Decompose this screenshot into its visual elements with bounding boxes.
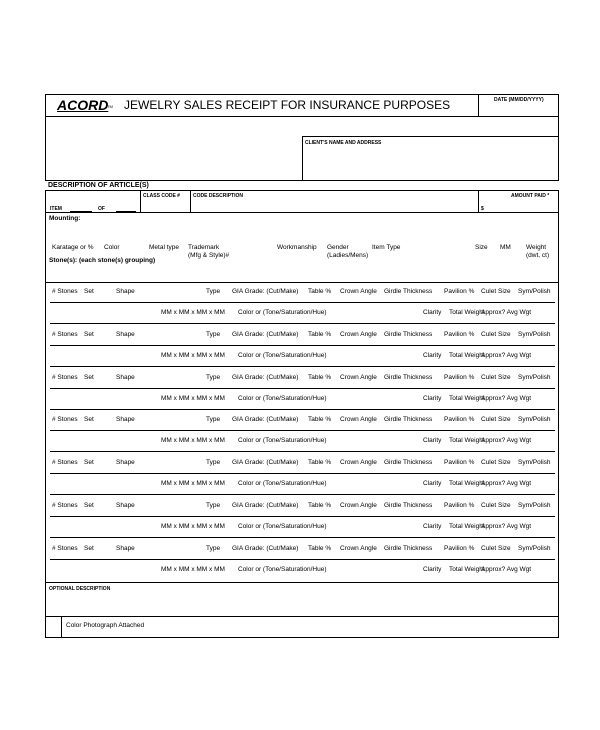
set-label: Set: [84, 374, 94, 381]
pavilion-label: Pavilion %: [444, 331, 475, 338]
sym-polish-label: Sym/Polish: [518, 416, 551, 423]
optional-description-label: OPTIONAL DESCRIPTION: [49, 586, 111, 592]
clarity-label: Clarity: [423, 395, 442, 402]
girdle-thickness-label: Girdle Thickness: [384, 288, 433, 295]
stone-field-line[interactable]: [50, 388, 555, 389]
gia-grade-label: GIA Grade: (Cut/Make): [232, 288, 299, 295]
crown-angle-label: Crown Angle: [340, 374, 377, 381]
total-weight-label: Total Weight: [449, 309, 485, 316]
date-label: DATE (MM/DD/YYYY): [494, 97, 544, 103]
pavilion-label: Pavilion %: [444, 288, 475, 295]
acord-logo: ACORD: [57, 97, 109, 113]
type-label: Type: [206, 288, 221, 295]
set-label: Set: [84, 288, 94, 295]
pavilion-label: Pavilion %: [444, 502, 475, 509]
page-title: JEWELRY SALES RECEIPT FOR INSURANCE PURPOSES: [124, 98, 451, 112]
class-code-divider: [140, 190, 141, 213]
clarity-label: Clarity: [423, 437, 442, 444]
culet-size-label: Culet Size: [481, 459, 511, 466]
type-label: Type: [206, 459, 221, 466]
crown-angle-label: Crown Angle: [340, 331, 377, 338]
stone-field-line[interactable]: [50, 473, 555, 474]
type-label: Type: [206, 331, 221, 338]
color-tone-label: Color or (Tone/Saturation/Hue): [238, 523, 327, 530]
approx-avg-wgt-label: Approx? Avg Wgt: [481, 395, 532, 402]
shape-label: Shape: [116, 545, 135, 552]
approx-avg-wgt-label: Approx? Avg Wgt: [481, 437, 532, 444]
crown-angle-label: Crown Angle: [340, 545, 377, 552]
photo-label: Color Photograph Attached: [66, 622, 145, 629]
total-weight-label: Total Weight: [449, 437, 485, 444]
set-label: Set: [84, 331, 94, 338]
color-tone-label: Color or (Tone/Saturation/Hue): [238, 309, 327, 316]
workmanship-label: Workmanship: [277, 244, 317, 251]
gender-label: Gender: [327, 244, 349, 251]
color-tone-label: Color or (Tone/Saturation/Hue): [238, 352, 327, 359]
table-pct-label: Table %: [308, 374, 332, 381]
shape-label: Shape: [116, 502, 135, 509]
sym-polish-label: Sym/Polish: [518, 288, 551, 295]
stone-group-divider: [45, 282, 559, 283]
size-label: Size: [475, 244, 488, 251]
amount-paid-label: AMOUNT PAID *: [511, 193, 550, 199]
gia-grade-label: GIA Grade: (Cut/Make): [232, 416, 299, 423]
color-label: Color: [104, 244, 120, 251]
sym-polish-label: Sym/Polish: [518, 331, 551, 338]
mounting-label: Mounting:: [49, 215, 81, 222]
dimensions-label: MM x MM x MM x MM: [161, 395, 225, 402]
mm-label: MM: [500, 244, 511, 251]
pavilion-label: Pavilion %: [444, 416, 475, 423]
clarity-label: Clarity: [423, 352, 442, 359]
girdle-thickness-label: Girdle Thickness: [384, 374, 433, 381]
total-weight-label: Total Weight: [449, 352, 485, 359]
dimensions-label: MM x MM x MM x MM: [161, 309, 225, 316]
color-tone-label: Color or (Tone/Saturation/Hue): [238, 566, 327, 573]
clarity-label: Clarity: [423, 309, 442, 316]
pavilion-label: Pavilion %: [444, 374, 475, 381]
stones-count-label: # Stones: [52, 331, 78, 338]
stone-field-line[interactable]: [50, 430, 555, 431]
stone-field-line[interactable]: [50, 345, 555, 346]
set-label: Set: [84, 502, 94, 509]
of-label: OF: [98, 206, 105, 212]
clarity-label: Clarity: [423, 523, 442, 530]
clarity-label: Clarity: [423, 480, 442, 487]
approx-avg-wgt-label: Approx? Avg Wgt: [481, 566, 532, 573]
stones-count-label: # Stones: [52, 459, 78, 466]
total-weight-label: Total Weight: [449, 523, 485, 530]
sym-polish-label: Sym/Polish: [518, 459, 551, 466]
dwt-ct-label: (dwt, ct): [526, 252, 550, 259]
stone-field-line[interactable]: [50, 516, 555, 517]
culet-size-label: Culet Size: [481, 502, 511, 509]
shape-label: Shape: [116, 416, 135, 423]
culet-size-label: Culet Size: [481, 545, 511, 552]
stone-field-line[interactable]: [50, 323, 555, 324]
set-label: Set: [84, 459, 94, 466]
crown-angle-label: Crown Angle: [340, 502, 377, 509]
dollar-sign: $: [481, 206, 484, 212]
shape-label: Shape: [116, 288, 135, 295]
culet-size-label: Culet Size: [481, 416, 511, 423]
mfg-style-label: (Mfg & Style)#: [188, 252, 230, 259]
dimensions-label: MM x MM x MM x MM: [161, 566, 225, 573]
stone-field-line[interactable]: [50, 559, 555, 560]
type-label: Type: [206, 502, 221, 509]
logo-trademark: TM: [107, 104, 113, 109]
stone-field-line[interactable]: [50, 537, 555, 538]
sym-polish-label: Sym/Polish: [518, 502, 551, 509]
crown-angle-label: Crown Angle: [340, 416, 377, 423]
color-tone-label: Color or (Tone/Saturation/Hue): [238, 480, 327, 487]
approx-avg-wgt-label: Approx? Avg Wgt: [481, 523, 532, 530]
table-pct-label: Table %: [308, 459, 332, 466]
girdle-thickness-label: Girdle Thickness: [384, 545, 433, 552]
stones-count-label: # Stones: [52, 288, 78, 295]
crown-angle-label: Crown Angle: [340, 459, 377, 466]
gia-grade-label: GIA Grade: (Cut/Make): [232, 331, 299, 338]
item-label: ITEM: [50, 206, 62, 212]
girdle-thickness-label: Girdle Thickness: [384, 331, 433, 338]
ladies-mens-label: (Ladies/Mens): [327, 252, 369, 259]
type-label: Type: [206, 545, 221, 552]
gia-grade-label: GIA Grade: (Cut/Make): [232, 545, 299, 552]
class-code-label: CLASS CODE #: [143, 193, 180, 199]
culet-size-label: Culet Size: [481, 331, 511, 338]
trademark-label: Trademark: [188, 244, 220, 251]
crown-angle-label: Crown Angle: [340, 288, 377, 295]
code-description-label: CODE DESCRIPTION: [193, 193, 244, 199]
girdle-thickness-label: Girdle Thickness: [384, 459, 433, 466]
dimensions-label: MM x MM x MM x MM: [161, 352, 225, 359]
shape-label: Shape: [116, 374, 135, 381]
weight-label: Weight: [526, 244, 547, 251]
header-divider: [478, 94, 479, 117]
client-label: CLIENT'S NAME AND ADDRESS: [305, 140, 382, 146]
clarity-label: Clarity: [423, 566, 442, 573]
code-desc-divider: [190, 190, 191, 213]
girdle-thickness-label: Girdle Thickness: [384, 502, 433, 509]
pavilion-label: Pavilion %: [444, 545, 475, 552]
shape-label: Shape: [116, 331, 135, 338]
item-type-label: Item Type: [372, 244, 401, 251]
total-weight-label: Total Weight: [449, 480, 485, 487]
stone-field-line[interactable]: [50, 302, 555, 303]
approx-avg-wgt-label: Approx? Avg Wgt: [481, 480, 532, 487]
set-label: Set: [84, 416, 94, 423]
optional-description-box[interactable]: [45, 582, 559, 617]
culet-size-label: Culet Size: [481, 374, 511, 381]
type-label: Type: [206, 416, 221, 423]
gia-grade-label: GIA Grade: (Cut/Make): [232, 502, 299, 509]
articles-section-label: DESCRIPTION OF ARTICLE(S): [48, 182, 149, 189]
stone-field-line[interactable]: [50, 366, 555, 367]
stones-count-label: # Stones: [52, 545, 78, 552]
karatage-label: Karatage or %: [52, 244, 94, 251]
gia-grade-label: GIA Grade: (Cut/Make): [232, 459, 299, 466]
shape-label: Shape: [116, 459, 135, 466]
metal-type-label: Metal type: [149, 244, 179, 251]
sym-polish-label: Sym/Polish: [518, 374, 551, 381]
dimensions-label: MM x MM x MM x MM: [161, 480, 225, 487]
color-tone-label: Color or (Tone/Saturation/Hue): [238, 437, 327, 444]
girdle-thickness-label: Girdle Thickness: [384, 416, 433, 423]
stone-field-line[interactable]: [50, 451, 555, 452]
sym-polish-label: Sym/Polish: [518, 545, 551, 552]
stone-field-line[interactable]: [50, 494, 555, 495]
amount-divider: [478, 190, 479, 213]
table-pct-label: Table %: [308, 502, 332, 509]
table-pct-label: Table %: [308, 416, 332, 423]
pavilion-label: Pavilion %: [444, 459, 475, 466]
type-label: Type: [206, 374, 221, 381]
approx-avg-wgt-label: Approx? Avg Wgt: [481, 352, 532, 359]
total-weight-label: Total Weight: [449, 566, 485, 573]
set-label: Set: [84, 545, 94, 552]
stones-count-label: # Stones: [52, 502, 78, 509]
stones-count-label: # Stones: [52, 374, 78, 381]
table-pct-label: Table %: [308, 331, 332, 338]
color-tone-label: Color or (Tone/Saturation/Hue): [238, 395, 327, 402]
dimensions-label: MM x MM x MM x MM: [161, 437, 225, 444]
table-pct-label: Table %: [308, 545, 332, 552]
gia-grade-label: GIA Grade: (Cut/Make): [232, 374, 299, 381]
stones-label: Stone(s): (each stone(s) grouping): [49, 257, 156, 264]
approx-avg-wgt-label: Approx? Avg Wgt: [481, 309, 532, 316]
table-pct-label: Table %: [308, 288, 332, 295]
stone-field-line[interactable]: [50, 409, 555, 410]
culet-size-label: Culet Size: [481, 288, 511, 295]
stones-count-label: # Stones: [52, 416, 78, 423]
total-weight-label: Total Weight: [449, 395, 485, 402]
photo-checkbox[interactable]: [45, 616, 62, 638]
dimensions-label: MM x MM x MM x MM: [161, 523, 225, 530]
